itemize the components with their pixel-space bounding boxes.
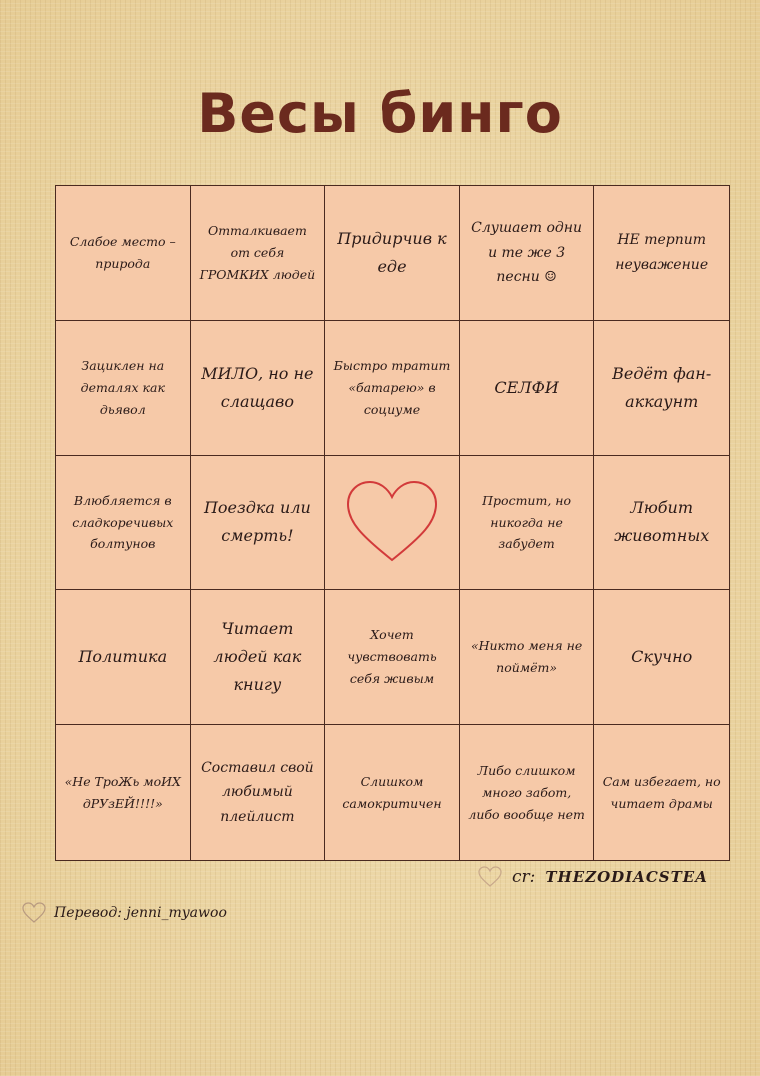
bingo-cell	[56, 590, 191, 725]
bingo-cell	[460, 321, 595, 456]
bingo-cell-text: Поездка или смерть!	[203, 498, 311, 546]
bingo-cell	[191, 590, 326, 725]
bingo-cell	[460, 590, 595, 725]
bingo-cell	[56, 321, 191, 456]
bingo-cell-text: «Никто меня не поймёт»	[470, 638, 583, 676]
bingo-cell	[594, 725, 729, 860]
heart-icon	[344, 478, 440, 566]
bingo-cell-text: Отталкивает от себя ГРОМКИХ людей	[199, 223, 316, 282]
bingo-cell-text: МИЛО, но не слащаво	[201, 363, 314, 411]
bingo-cell-text: Слушает одни и те же 3 песни ☺	[471, 220, 583, 286]
bingo-cell	[325, 186, 460, 321]
bingo-cell	[191, 186, 326, 321]
bingo-cell-text: Быстро тратит «батарею» в социуме	[333, 357, 451, 417]
bingo-cell	[191, 725, 326, 860]
bingo-cell	[56, 186, 191, 321]
translator-text: Перевод: jenni_myawoo	[54, 905, 227, 921]
credit-prefix: cr:	[512, 867, 536, 887]
bingo-cell-text: Скучно	[631, 647, 693, 667]
bingo-cell	[325, 321, 460, 456]
bingo-cell-text: Слабое место – природа	[69, 234, 176, 271]
page-title: Весы бинго	[197, 82, 563, 145]
bingo-cell-text: Хочет чувствовать себя живым	[347, 627, 437, 687]
bingo-cell-text: СЕЛФИ	[494, 377, 559, 397]
bingo-cell-text: Любит животных	[614, 498, 710, 546]
bingo-cell-text: Влюбляется в сладкоречивых болтунов	[72, 492, 174, 552]
heart-outline-icon	[22, 902, 46, 924]
bingo-cell	[56, 725, 191, 860]
bingo-cell	[594, 321, 729, 456]
bingo-cell-text: Зациклен на деталях как дьявол	[80, 357, 165, 417]
bingo-cell-text: Читает людей как книгу	[213, 619, 302, 695]
bingo-cell-text: Сам избегает, но читает драмы	[602, 773, 721, 811]
bingo-cell-text: «Не ТроЖь моИХ дРУзЕЙ!!!!»	[64, 773, 181, 811]
bingo-cell-text: Либо слишком много забот, либо вообще нет	[468, 762, 585, 822]
bingo-cell	[325, 590, 460, 725]
translator-credit	[22, 902, 227, 924]
bingo-cell-text: Простит, но никогда не забудет	[482, 492, 572, 552]
heart-outline-icon	[478, 866, 502, 888]
bingo-cell	[460, 456, 595, 591]
bingo-cell-text: НЕ терпит неуважение	[615, 232, 709, 273]
bingo-cell-text: Составил свой любимый плейлист	[201, 759, 314, 825]
bingo-grid	[55, 185, 730, 861]
bingo-cell	[594, 590, 729, 725]
bingo-cell-text: Слишком самокритичен	[342, 773, 442, 811]
bingo-cell-text: Ведёт фан-аккаунт	[612, 363, 712, 411]
bingo-cell-heart	[325, 456, 460, 591]
bingo-cell	[56, 456, 191, 591]
credit-author: THEZODIACSTEA	[545, 868, 708, 886]
credit	[478, 866, 708, 888]
bingo-cell	[594, 186, 729, 321]
bingo-cell	[325, 725, 460, 860]
bingo-cell	[594, 456, 729, 591]
bingo-cell	[460, 186, 595, 321]
bingo-cell	[191, 456, 326, 591]
bingo-cell	[460, 725, 595, 860]
bingo-cell-text: Придирчив к еде	[337, 228, 447, 276]
bingo-cell	[191, 321, 326, 456]
bingo-cell-text: Политика	[78, 647, 168, 667]
